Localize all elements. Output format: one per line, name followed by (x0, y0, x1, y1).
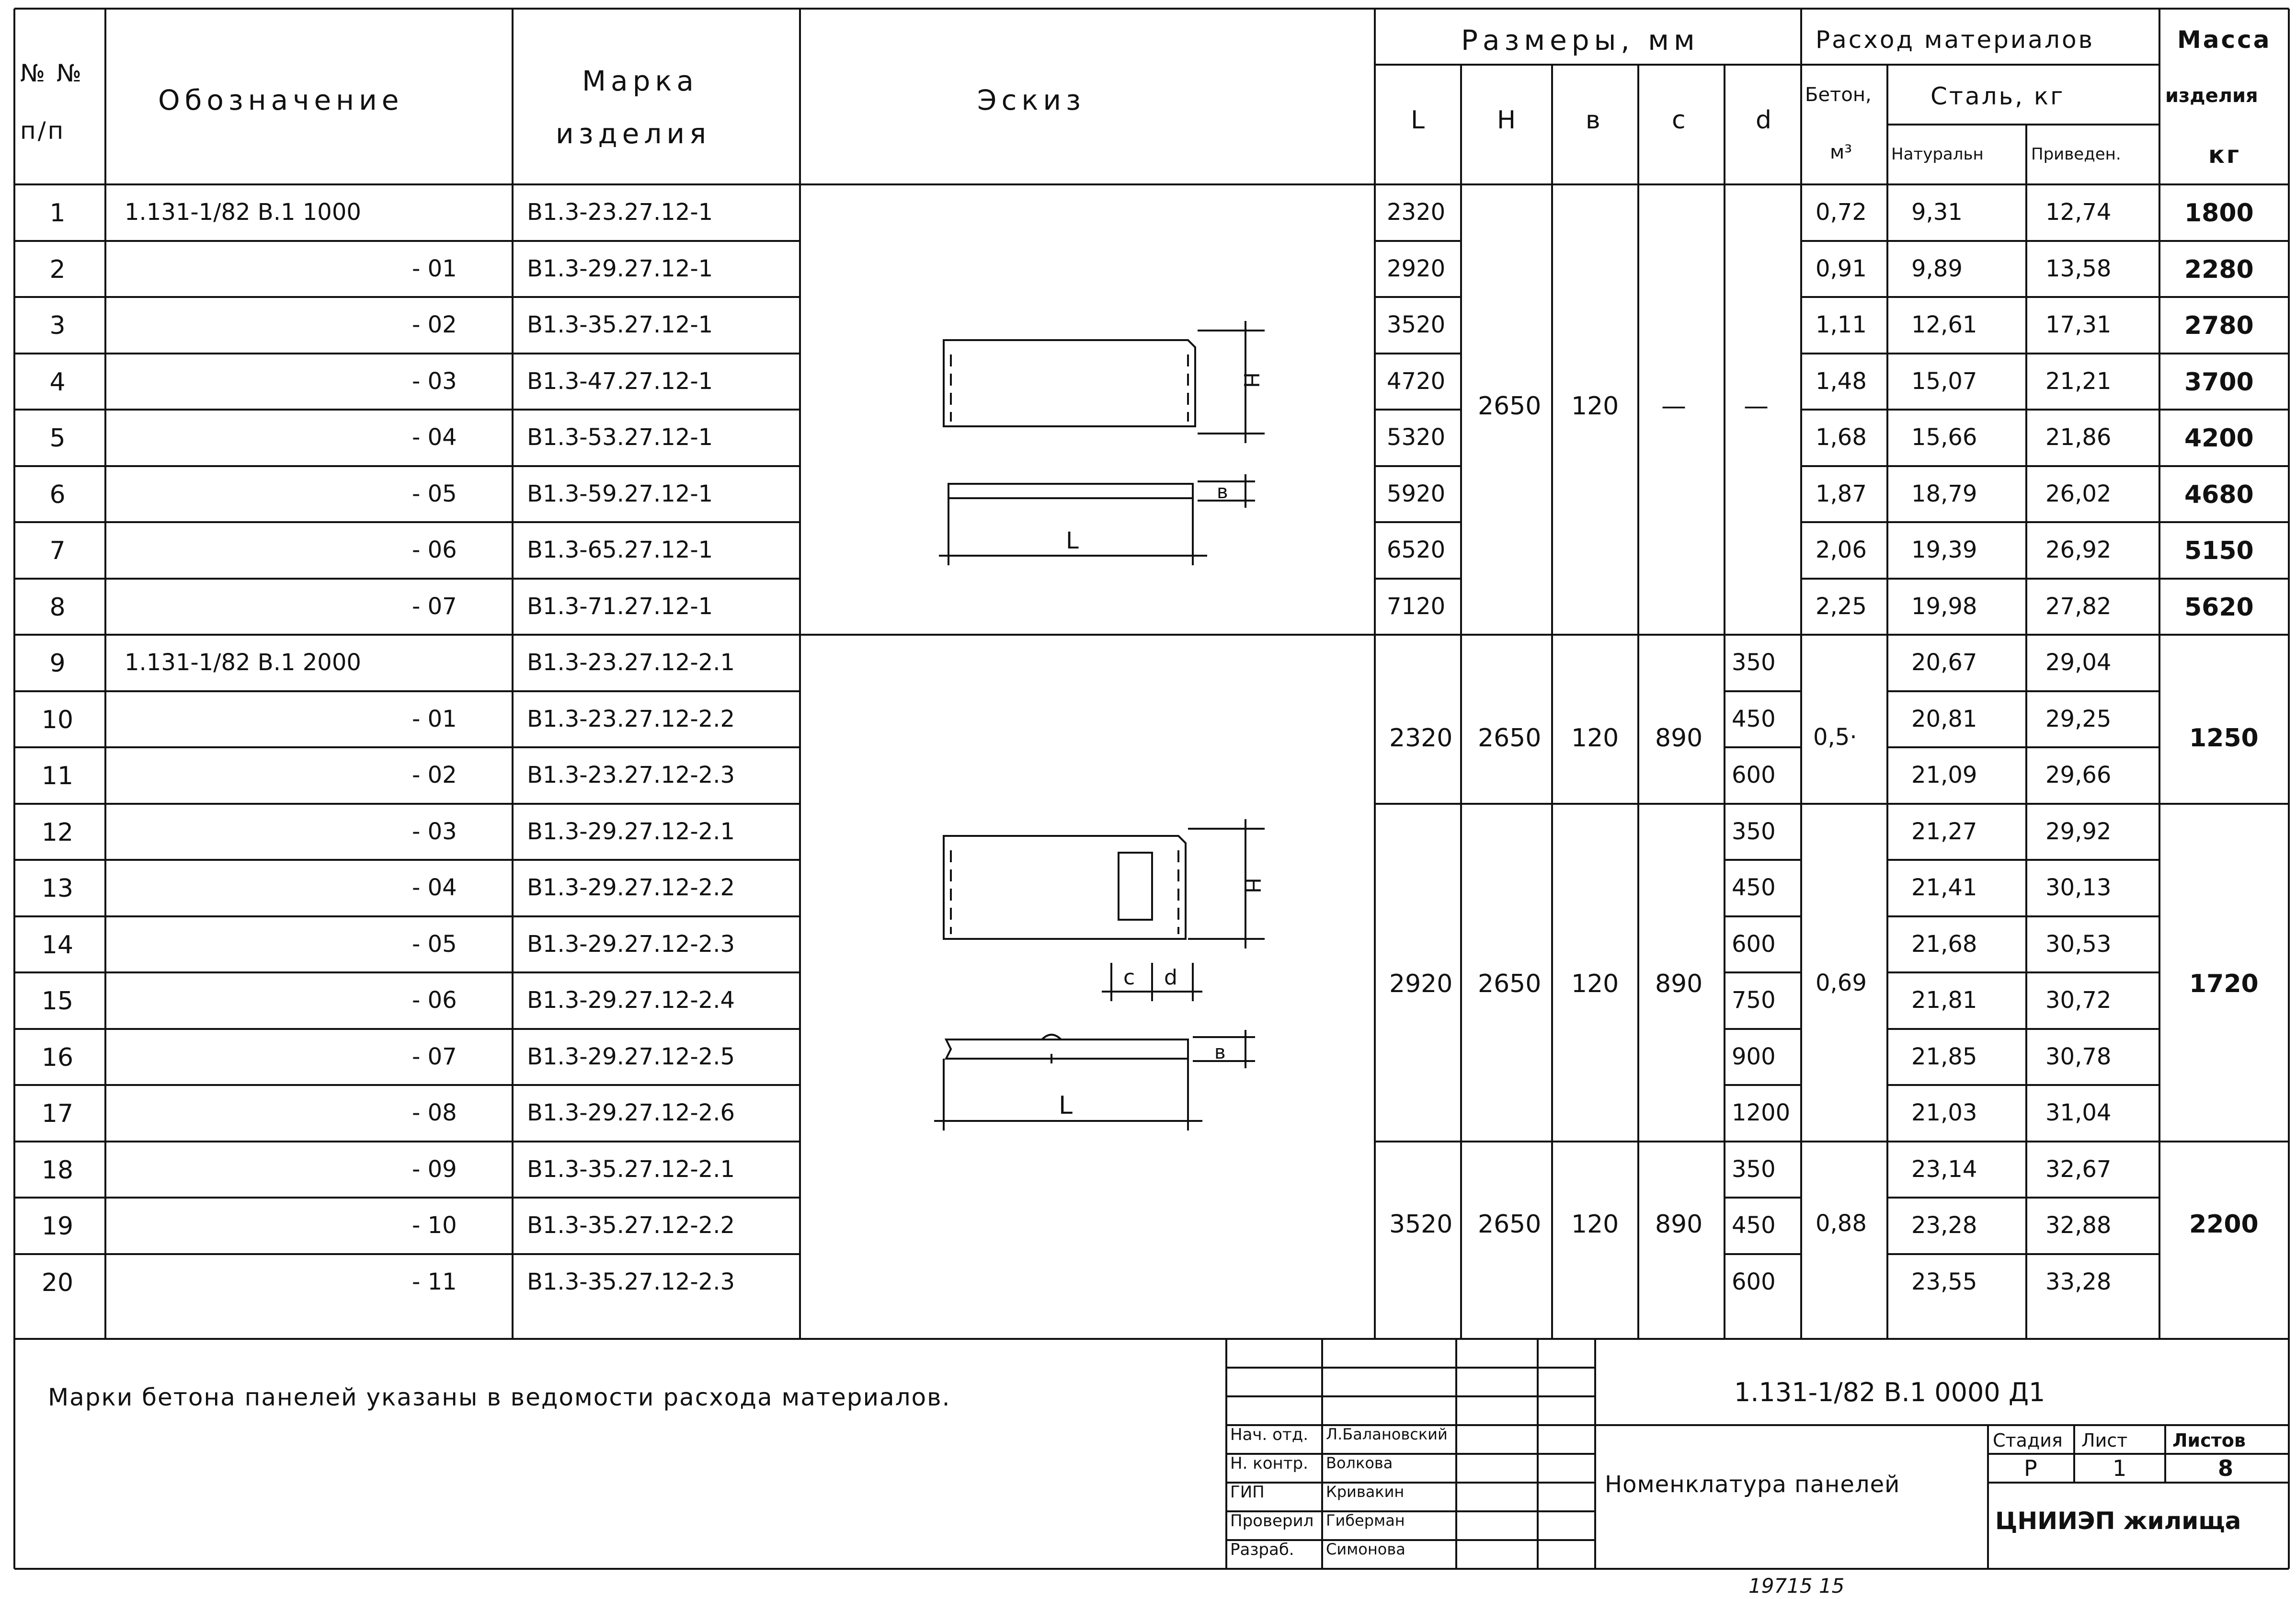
signature-role: Н. контр. (1230, 1454, 1308, 1473)
header-size-b: в (1586, 106, 1600, 135)
row-designation: - 02 (412, 762, 457, 788)
header-sizes: Размеры, мм (1461, 24, 1700, 57)
row-designation: - 06 (412, 537, 457, 563)
row-steel-natural: 20,67 (1911, 649, 1977, 676)
row-designation: - 04 (412, 424, 457, 451)
row-number: 3 (49, 311, 66, 340)
row-designation: 1.131-1/82 В.1 2000 (125, 649, 361, 676)
row-designation: - 04 (412, 874, 457, 901)
row-steel-reduced: 26,92 (2045, 537, 2112, 563)
signature-name: Симонова (1326, 1540, 1405, 1558)
row-steel-reduced: 30,53 (2045, 930, 2112, 958)
header-steel-natural: Натуральн (1891, 145, 1984, 164)
sheets-value: 8 (2218, 1455, 2234, 1481)
row-steel-natural: 21,68 (1911, 930, 1977, 958)
row-mark: В1.3-35.27.12-2.3 (527, 1268, 735, 1295)
row-designation: - 09 (412, 1155, 457, 1183)
row-number: 9 (49, 649, 66, 678)
dim2-d-label: d (1164, 965, 1177, 990)
row-length: 5320 (1387, 424, 1446, 451)
signature-role: Нач. отд. (1230, 1425, 1309, 1444)
row-steel-natural: 23,55 (1911, 1268, 1977, 1295)
row-length: 6520 (1387, 537, 1446, 563)
group4-b: 120 (1571, 1210, 1619, 1239)
row-designation: - 01 (412, 705, 457, 732)
doc-title: Номенклатура панелей (1605, 1471, 1900, 1498)
note-text: Марки бетона панелей указаны в ведомости расхода материалов. (48, 1383, 951, 1411)
group2-mass: 1250 (2189, 724, 2259, 753)
row-mark: В1.3-59.27.12-1 (527, 480, 713, 507)
row-d: 350 (1732, 649, 1776, 676)
row-d: 450 (1732, 705, 1776, 732)
row-steel-reduced: 31,04 (2045, 1099, 2112, 1126)
row-concrete: 0,72 (1816, 199, 1867, 226)
row-concrete: 2,25 (1816, 593, 1867, 620)
row-mark: В1.3-53.27.12-1 (527, 424, 713, 451)
dim2-b-label: в (1214, 1041, 1226, 1063)
row-steel-reduced: 30,13 (2045, 874, 2112, 901)
row-steel-reduced: 32,88 (2045, 1212, 2112, 1239)
panel2-front-outline (944, 836, 1186, 939)
row-designation: 1.131-1/82 В.1 1000 (125, 199, 361, 226)
row-steel-natural: 21,85 (1911, 1043, 1977, 1070)
group4-H: 2650 (1478, 1210, 1542, 1239)
row-number: 20 (41, 1268, 74, 1297)
row-steel-reduced: 29,92 (2045, 818, 2112, 845)
sheet-label: Лист (2081, 1430, 2128, 1451)
row-concrete: 1,11 (1816, 311, 1867, 338)
signature-role: ГИП (1230, 1483, 1265, 1502)
row-d: 1200 (1732, 1099, 1791, 1126)
row-mark: В1.3-35.27.12-1 (527, 311, 713, 338)
row-d: 750 (1732, 987, 1776, 1014)
signature-name: Л.Балановский (1326, 1425, 1448, 1443)
row-steel-natural: 9,31 (1911, 199, 1963, 226)
row-steel-natural: 12,61 (1911, 311, 1977, 338)
header-materials: Расход материалов (1816, 26, 2095, 54)
row-mark: В1.3-23.27.12-2.1 (527, 649, 735, 676)
header-mass-line1: Масса (2177, 26, 2272, 54)
header-mark-line1: Марка (582, 65, 698, 97)
signature-name: Кривакин (1326, 1483, 1405, 1501)
row-concrete: 2,06 (1816, 537, 1867, 563)
group3-b: 120 (1571, 970, 1619, 998)
row-mark: В1.3-29.27.12-2.3 (527, 930, 735, 958)
row-steel-reduced: 12,74 (2045, 199, 2112, 226)
group2-b: 120 (1571, 724, 1619, 753)
header-designation: Обозначение (158, 84, 404, 116)
row-mark: В1.3-29.27.12-2.5 (527, 1043, 735, 1070)
header-steel: Сталь, кг (1930, 82, 2065, 110)
row-steel-reduced: 26,02 (2045, 480, 2112, 507)
dim-L-label: L (1066, 527, 1079, 554)
row-number: 2 (49, 255, 66, 284)
header-size-L: L (1411, 106, 1425, 135)
row-number: 5 (49, 424, 66, 453)
row-steel-reduced: 21,21 (2045, 367, 2112, 395)
row-number: 18 (41, 1155, 74, 1185)
row-steel-reduced: 33,28 (2045, 1268, 2112, 1295)
row-number: 14 (41, 930, 74, 959)
row-mass: 5620 (2184, 593, 2254, 622)
row-steel-natural: 21,03 (1911, 1099, 1977, 1126)
row-designation: - 07 (412, 593, 457, 620)
sheet-value: 1 (2113, 1455, 2127, 1481)
row-number: 7 (49, 537, 66, 565)
row-number: 17 (41, 1099, 74, 1128)
row-mark: В1.3-29.27.12-1 (527, 255, 713, 282)
row-mark: В1.3-29.27.12-2.6 (527, 1099, 735, 1126)
row-mark: В1.3-71.27.12-1 (527, 593, 713, 620)
row-length: 3520 (1387, 311, 1446, 338)
row-steel-reduced: 27,82 (2045, 593, 2112, 620)
row-mass: 1800 (2184, 199, 2254, 228)
row-mark: В1.3-47.27.12-1 (527, 367, 713, 395)
row-mass: 4200 (2184, 424, 2254, 453)
group2-H: 2650 (1478, 724, 1542, 753)
row-steel-natural: 19,98 (1911, 593, 1977, 620)
group1-b: 120 (1571, 392, 1619, 421)
dim-H-label: H (1239, 372, 1263, 388)
row-number: 12 (41, 818, 74, 847)
row-length: 5920 (1387, 480, 1446, 507)
row-mass: 2280 (2184, 255, 2254, 284)
row-mark: В1.3-29.27.12-2.2 (527, 874, 735, 901)
org-name: ЦНИИЭП жилища (1995, 1507, 2241, 1535)
row-d: 600 (1732, 930, 1776, 958)
header-steel-reduced: Приведен. (2031, 145, 2121, 164)
row-number: 16 (41, 1043, 74, 1072)
header-mark-line2: изделия (556, 117, 711, 150)
row-d: 350 (1732, 1155, 1776, 1183)
row-designation: - 07 (412, 1043, 457, 1070)
row-mass: 5150 (2184, 537, 2254, 565)
signature-name: Волкова (1326, 1454, 1393, 1472)
header-num-line1: № № (20, 59, 83, 87)
row-designation: - 01 (412, 255, 457, 282)
dim-b-label: в (1217, 481, 1228, 503)
row-designation: - 02 (412, 311, 457, 338)
row-designation: - 08 (412, 1099, 457, 1126)
footer-number: 19715 15 (1748, 1574, 1845, 1598)
row-d: 600 (1732, 762, 1776, 788)
header-size-c: c (1672, 106, 1686, 135)
group3-H: 2650 (1478, 970, 1542, 998)
stage-label: Стадия (1993, 1430, 2063, 1451)
row-mark: В1.3-35.27.12-2.2 (527, 1212, 735, 1239)
row-number: 4 (49, 367, 66, 397)
row-number: 19 (41, 1212, 74, 1241)
row-d: 450 (1732, 874, 1776, 901)
sheets-label: Листов (2172, 1430, 2246, 1451)
dim2-c-label: c (1123, 965, 1135, 990)
row-steel-natural: 23,28 (1911, 1212, 1977, 1239)
group3-mass: 1720 (2189, 970, 2259, 998)
row-steel-reduced: 21,86 (2045, 424, 2112, 451)
panel2-side-outline (946, 1039, 1188, 1059)
signature-role: Разраб. (1230, 1540, 1294, 1559)
row-length: 7120 (1387, 593, 1446, 620)
row-designation: - 03 (412, 818, 457, 845)
row-number: 15 (41, 987, 74, 1016)
group2-c: 890 (1655, 724, 1703, 753)
group1-d: — (1744, 392, 1769, 421)
dim2-H-label: H (1240, 878, 1265, 894)
row-steel-natural: 21,41 (1911, 874, 1977, 901)
row-mark: В1.3-23.27.12-2.3 (527, 762, 735, 788)
row-steel-natural: 18,79 (1911, 480, 1977, 507)
row-steel-natural: 15,66 (1911, 424, 1977, 451)
row-mass: 4680 (2184, 480, 2254, 509)
group4-concrete: 0,88 (1816, 1210, 1867, 1237)
stage-value: Р (2024, 1455, 2037, 1481)
row-number: 10 (41, 705, 74, 734)
row-steel-reduced: 29,04 (2045, 649, 2112, 676)
row-mass: 2780 (2184, 311, 2254, 340)
group1-c: — (1661, 392, 1686, 421)
row-length: 2920 (1387, 255, 1446, 282)
row-concrete: 1,48 (1816, 367, 1867, 395)
row-designation: - 03 (412, 367, 457, 395)
row-d: 900 (1732, 1043, 1776, 1070)
signature-role: Проверил (1230, 1511, 1314, 1530)
row-steel-reduced: 32,67 (2045, 1155, 2112, 1183)
group3-c: 890 (1655, 970, 1703, 998)
row-steel-reduced: 30,72 (2045, 987, 2112, 1014)
row-steel-natural: 20,81 (1911, 705, 1977, 732)
group4-L: 3520 (1389, 1210, 1453, 1239)
row-steel-natural: 9,89 (1911, 255, 1963, 282)
group4-c: 890 (1655, 1210, 1703, 1239)
row-steel-reduced: 30,78 (2045, 1043, 2112, 1070)
header-concrete: Бетон, (1805, 84, 1872, 106)
row-steel-reduced: 29,66 (2045, 762, 2112, 788)
row-number: 8 (49, 593, 66, 622)
row-concrete: 1,87 (1816, 480, 1867, 507)
row-mark: В1.3-29.27.12-2.4 (527, 987, 735, 1014)
group1-H: 2650 (1478, 392, 1542, 421)
row-d: 600 (1732, 1268, 1776, 1295)
row-mark: В1.3-65.27.12-1 (527, 537, 713, 563)
row-steel-reduced: 17,31 (2045, 311, 2112, 338)
header-mass-unit: кг (2208, 141, 2241, 169)
row-designation: - 10 (412, 1212, 457, 1239)
row-concrete: 0,91 (1816, 255, 1867, 282)
row-steel-natural: 21,81 (1911, 987, 1977, 1014)
row-steel-natural: 21,09 (1911, 762, 1977, 788)
row-number: 6 (49, 480, 66, 509)
header-num-line2: п/п (20, 117, 66, 145)
group3-L: 2920 (1389, 970, 1453, 998)
row-designation: - 05 (412, 930, 457, 958)
header-concrete-unit: м³ (1830, 141, 1852, 163)
row-mark: В1.3-35.27.12-2.1 (527, 1155, 735, 1183)
row-concrete: 1,68 (1816, 424, 1867, 451)
group3-concrete: 0,69 (1816, 970, 1867, 996)
row-designation: - 05 (412, 480, 457, 507)
row-designation: - 11 (412, 1268, 457, 1295)
header-size-H: H (1497, 106, 1516, 135)
group2-L: 2320 (1389, 724, 1453, 753)
row-steel-natural: 21,27 (1911, 818, 1977, 845)
dim2-L-label: L (1059, 1091, 1073, 1120)
header-size-d: d (1756, 106, 1772, 135)
header-mass-line2: изделия (2165, 85, 2258, 107)
doc-code: 1.131-1/82 В.1 0000 Д1 (1734, 1377, 2045, 1407)
row-mark: В1.3-29.27.12-2.1 (527, 818, 735, 845)
row-steel-natural: 23,14 (1911, 1155, 1977, 1183)
group4-mass: 2200 (2189, 1210, 2259, 1239)
row-number: 11 (41, 762, 74, 790)
signature-name: Гиберман (1326, 1511, 1405, 1530)
row-steel-reduced: 29,25 (2045, 705, 2112, 732)
row-mark: В1.3-23.27.12-1 (527, 199, 713, 226)
row-length: 4720 (1387, 367, 1446, 395)
row-mark: В1.3-23.27.12-2.2 (527, 705, 735, 732)
panel2-opening (1119, 853, 1152, 920)
row-number: 13 (41, 874, 74, 903)
row-mass: 3700 (2184, 367, 2254, 397)
row-d: 350 (1732, 818, 1776, 845)
row-steel-reduced: 13,58 (2045, 255, 2112, 282)
row-length: 2320 (1387, 199, 1446, 226)
row-designation: - 06 (412, 987, 457, 1014)
row-d: 450 (1732, 1212, 1776, 1239)
header-sketch: Эскиз (977, 84, 1085, 116)
row-steel-natural: 15,07 (1911, 367, 1977, 395)
row-steel-natural: 19,39 (1911, 537, 1977, 563)
row-number: 1 (49, 199, 66, 228)
group2-concrete: 0,5· (1813, 724, 1857, 751)
